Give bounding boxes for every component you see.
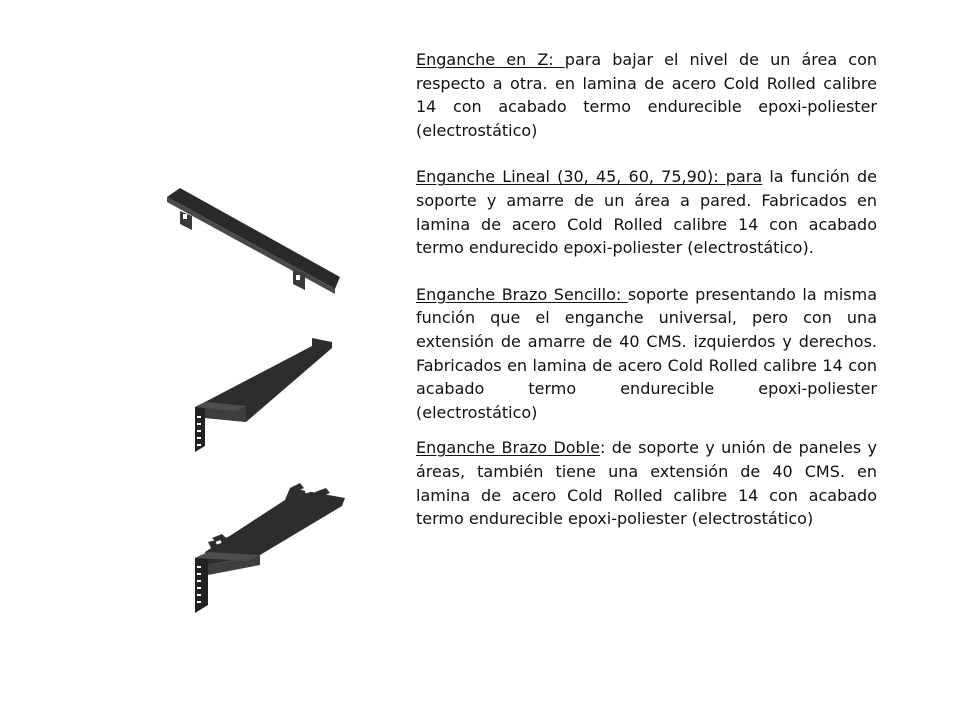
product-title: Enganche Lineal (30, 45, 60, 75,90): para — [416, 167, 763, 187]
linear-hook-image — [167, 188, 340, 294]
product-z-hook — [416, 48, 877, 142]
product-description: soporte presentando la misma función que el enganche universal, pero con una extensión de amarre de 40 CMS. izquierdos y derechos. Fabricados en lamina de acero Cold Rolled calibre 14 con acabado termo endurecible epoxi-poliester (electrostático) — [416, 284, 877, 422]
double-arm-bracket-image — [195, 483, 345, 613]
product-description: para bajar el nivel de un área con respecto a otra. en lamina de acero Cold Rolled calibre 14 con acabado termo endurecible epoxi-poliester (electrostático) — [416, 50, 877, 140]
bracket-illustrations — [150, 170, 360, 630]
product-descriptions — [416, 48, 877, 554]
single-arm-bracket-image — [195, 338, 332, 452]
product-title: Enganche en Z: — [416, 50, 565, 69]
product-double-arm-hook — [416, 436, 877, 530]
product-linear-hook — [416, 165, 877, 259]
product-single-arm-hook — [416, 283, 877, 425]
product-description: : de soporte y unión de paneles y áreas, también tiene una extensión de 40 CMS. en lamina de acero Cold Rolled calibre 14 con acabado termo endurecible epoxi-poliester (electrostático) — [416, 438, 877, 529]
product-description: la función de soporte y amarre de un área a pared. Fabricados en lamina de acero Cold Rolled calibre 14 con acabado termo endurecido epoxi-poliester (electrostático). — [416, 167, 878, 258]
product-title: Enganche Brazo Doble — [416, 438, 600, 458]
product-title: Enganche Brazo Sencillo: — [416, 284, 628, 304]
